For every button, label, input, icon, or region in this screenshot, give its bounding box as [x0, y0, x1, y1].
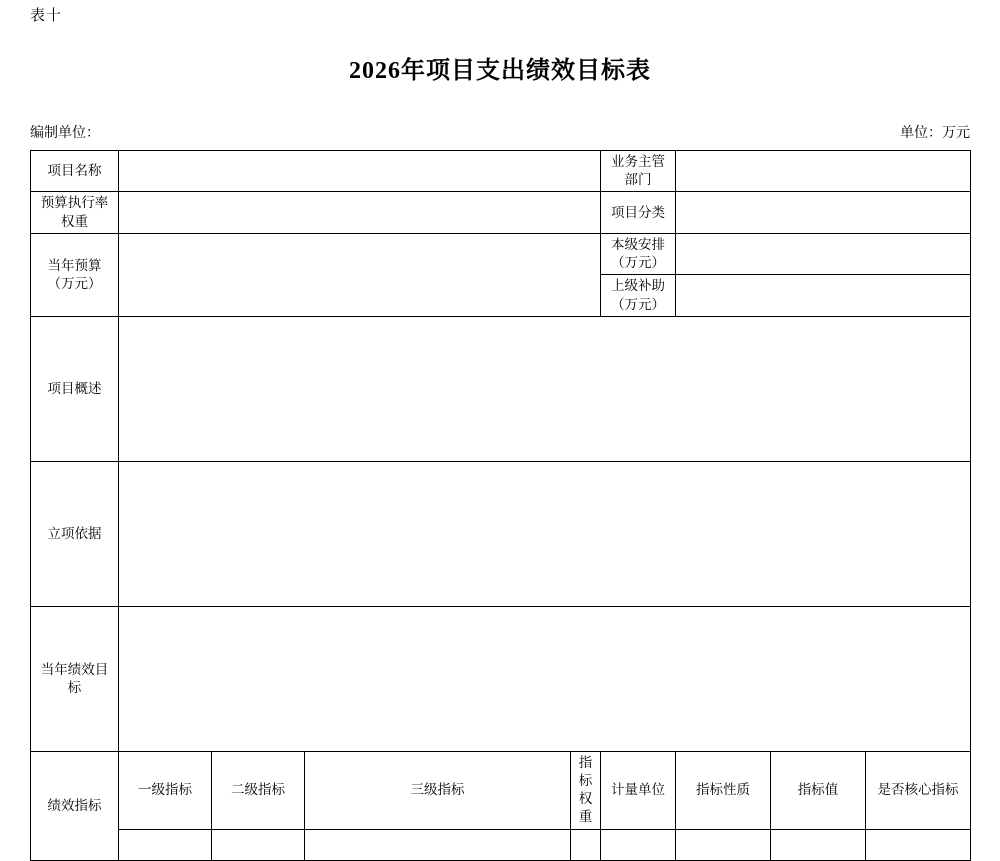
- current-goal-value[interactable]: [119, 606, 971, 751]
- project-type-value[interactable]: [676, 192, 971, 233]
- indicator-header-value: 指标值: [771, 751, 866, 829]
- table-row: [31, 606, 971, 751]
- current-budget-label: 当年预算（万元）: [31, 233, 119, 316]
- indicator-label: 绩效指标: [31, 751, 119, 860]
- indicator-header-level1: 一级指标: [119, 751, 212, 829]
- meta-row: [30, 122, 970, 142]
- indicator-cell-core[interactable]: [866, 829, 971, 860]
- indicator-cell-level2[interactable]: [212, 829, 305, 860]
- indicator-header-core: 是否核心指标: [866, 751, 971, 829]
- upper-level-value[interactable]: [676, 275, 971, 316]
- own-level-label: 本级安排（万元）: [601, 233, 676, 274]
- indicator-header-level2: 二级指标: [212, 751, 305, 829]
- table-header-row: [31, 751, 971, 829]
- indicator-cell-weight[interactable]: [571, 829, 601, 860]
- table-row: [31, 461, 971, 606]
- table-row: [31, 316, 971, 461]
- indicator-cell-nature[interactable]: [676, 829, 771, 860]
- project-overview-label: 项目概述: [31, 316, 119, 461]
- own-level-value[interactable]: [676, 233, 971, 274]
- project-overview-value[interactable]: [119, 316, 971, 461]
- indicator-header-unit: 计量单位: [601, 751, 676, 829]
- indicator-header-weight: 指标权重: [571, 751, 601, 829]
- indicator-header-level3: 三级指标: [305, 751, 571, 829]
- budget-exec-weight-label: 预算执行率权重: [31, 192, 119, 233]
- performance-goal-table: [30, 150, 971, 861]
- unit-label: 单位：万元: [900, 126, 970, 141]
- upper-level-label: 上级补助（万元）: [601, 275, 676, 316]
- indicator-cell-level1[interactable]: [119, 829, 212, 860]
- indicator-cell-unit[interactable]: [601, 829, 676, 860]
- indicator-cell-value[interactable]: [771, 829, 866, 860]
- project-type-label: 项目分类: [601, 192, 676, 233]
- page-title: 2026年项目支出绩效目标表: [349, 58, 651, 84]
- budget-exec-weight-value[interactable]: [119, 192, 601, 233]
- basis-value[interactable]: [119, 461, 971, 606]
- compiling-unit-label: 编制单位：: [30, 126, 100, 141]
- indicator-cell-level3[interactable]: [305, 829, 571, 860]
- current-budget-value[interactable]: [119, 233, 601, 316]
- table-row: [31, 192, 971, 233]
- table-row: [31, 151, 971, 192]
- dept-value[interactable]: [676, 151, 971, 192]
- table-row: [31, 829, 971, 860]
- project-name-value[interactable]: [119, 151, 601, 192]
- indicator-header-nature: 指标性质: [676, 751, 771, 829]
- form-number: 表十: [30, 8, 63, 24]
- dept-label: 业务主管部门: [601, 151, 676, 192]
- table-row: [31, 233, 971, 274]
- basis-label: 立项依据: [31, 461, 119, 606]
- current-goal-label: 当年绩效目标: [31, 606, 119, 751]
- project-name-label: 项目名称: [31, 151, 119, 192]
